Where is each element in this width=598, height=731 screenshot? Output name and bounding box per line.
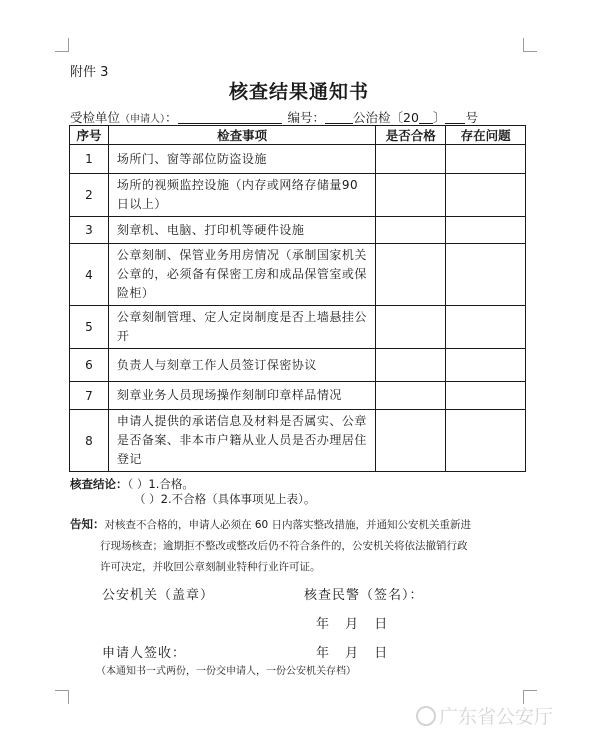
serial-blank <box>445 112 465 124</box>
police-org-seal-label: 公安机关（盖章） <box>102 588 215 603</box>
notice-label: 告知： <box>70 517 105 531</box>
document-title: 核查结果通知书 <box>228 81 369 103</box>
row-item: 公章刻制管理、定人定岗制度是否上墙悬挂公开 <box>108 306 375 349</box>
notice-line-1: 对核查不合格的，申请人必须在 60 日内落实整改措施，并通知公安机关重新进 <box>104 519 472 531</box>
row-number: 4 <box>70 244 109 306</box>
row-number: 3 <box>70 217 109 244</box>
notice-line-2: 行现场核查；逾期拒不整改或整改后仍不符合条件的，公安机关将依法撤销行政 <box>100 540 468 552</box>
row-qualified-cell[interactable] <box>376 410 446 472</box>
row-issues-cell[interactable] <box>446 174 526 217</box>
header-qualified: 是否合格 <box>376 126 446 145</box>
table-row <box>70 349 526 382</box>
table-row <box>70 217 526 244</box>
row-qualified-cell[interactable] <box>376 306 446 349</box>
row-issues-cell[interactable] <box>446 306 526 349</box>
bracket-close: 〕 <box>432 110 446 125</box>
notice-block <box>70 514 530 578</box>
inspection-table <box>69 125 526 472</box>
watermark-text: 广东省公安厅 <box>439 706 554 728</box>
row-issues-cell[interactable] <box>446 217 526 244</box>
applicant-signature-label[interactable]: 申请人签收： <box>102 646 187 661</box>
table-header-row <box>70 126 526 145</box>
table-row <box>70 244 526 306</box>
row-qualified-cell[interactable] <box>376 349 446 382</box>
attachment-label: 附件 3 <box>70 65 109 80</box>
row-item: 刻章业务人员现场操作刻制印章样品情况 <box>108 382 375 410</box>
table-row <box>70 306 526 349</box>
unit-colon: ： <box>165 110 178 125</box>
row-item: 场所的视频监控设施（内存或网络存储量90 日以上） <box>108 174 375 217</box>
row-issues-cell[interactable] <box>446 145 526 174</box>
year-blank <box>419 112 433 124</box>
conclusion-option-fail[interactable]: （ ）2.不合格（具体事项见上表）。 <box>134 492 316 506</box>
number-suffix: 号 <box>465 110 478 125</box>
row-item: 负责人与刻章工作人员签订保密协议 <box>108 349 375 382</box>
unit-label: 受检单位 <box>70 110 121 125</box>
row-item: 刻章机、电脑、打印机等硬件设施 <box>108 217 375 244</box>
header-serial: 序号 <box>70 126 109 145</box>
crop-mark-top-left <box>55 38 69 52</box>
row-number: 1 <box>70 145 109 174</box>
table-row <box>70 382 526 410</box>
footnote: （本通知书一式两份，一份交申请人，一份公安机关存档） <box>96 666 356 677</box>
row-issues-cell[interactable] <box>446 410 526 472</box>
public-inspection-code: 公治检〔20 <box>353 110 419 125</box>
inspection-meta-line <box>70 108 530 126</box>
row-issues-cell[interactable] <box>446 382 526 410</box>
officer-signature-label[interactable]: 核查民警（签名）： <box>304 588 424 603</box>
row-number: 6 <box>70 349 109 382</box>
officer-date: 年 月 日 <box>316 617 389 632</box>
applicant-note: （申请人） <box>120 114 166 125</box>
row-item: 场所门、窗等部位防盗设施 <box>108 145 375 174</box>
table-row <box>70 145 526 174</box>
row-qualified-cell[interactable] <box>376 174 446 217</box>
row-item: 公章刻制、保管业务用房情况（承制国家机关公章的，必须备有保密工房和成品保管室或保险柜） <box>108 244 375 306</box>
crop-mark-top-right <box>523 38 537 52</box>
row-number: 2 <box>70 174 109 217</box>
applicant-date: 年 月 日 <box>316 646 389 661</box>
row-number: 8 <box>70 410 109 472</box>
table-row <box>70 174 526 217</box>
crop-mark-bottom-left <box>55 690 69 704</box>
unit-blank <box>178 112 282 124</box>
notice-line-3: 许可决定，并收回公章刻制业特种行业许可证。 <box>100 561 321 573</box>
conclusion-line <box>70 476 194 492</box>
number-blank <box>325 112 353 124</box>
row-qualified-cell[interactable] <box>376 217 446 244</box>
row-issues-cell[interactable] <box>446 349 526 382</box>
row-qualified-cell[interactable] <box>376 382 446 410</box>
row-item: 申请人提供的承诺信息及材料是否属实、公章是否备案、非本市户籍从业人员是否办理居住登记 <box>108 410 375 472</box>
watermark <box>416 702 553 729</box>
row-number: 5 <box>70 306 109 349</box>
conclusion-label: 核查结论： <box>70 477 128 491</box>
row-qualified-cell[interactable] <box>376 145 446 174</box>
row-issues-cell[interactable] <box>446 244 526 306</box>
header-issues: 存在问题 <box>446 126 526 145</box>
row-qualified-cell[interactable] <box>376 244 446 306</box>
number-label: 编号： <box>287 110 326 125</box>
police-badge-icon <box>416 706 436 726</box>
conclusion-option-pass[interactable]: （ ）1.合格。 <box>127 477 194 491</box>
row-number: 7 <box>70 382 109 410</box>
table-row <box>70 410 526 472</box>
header-item: 检查事项 <box>108 126 375 145</box>
